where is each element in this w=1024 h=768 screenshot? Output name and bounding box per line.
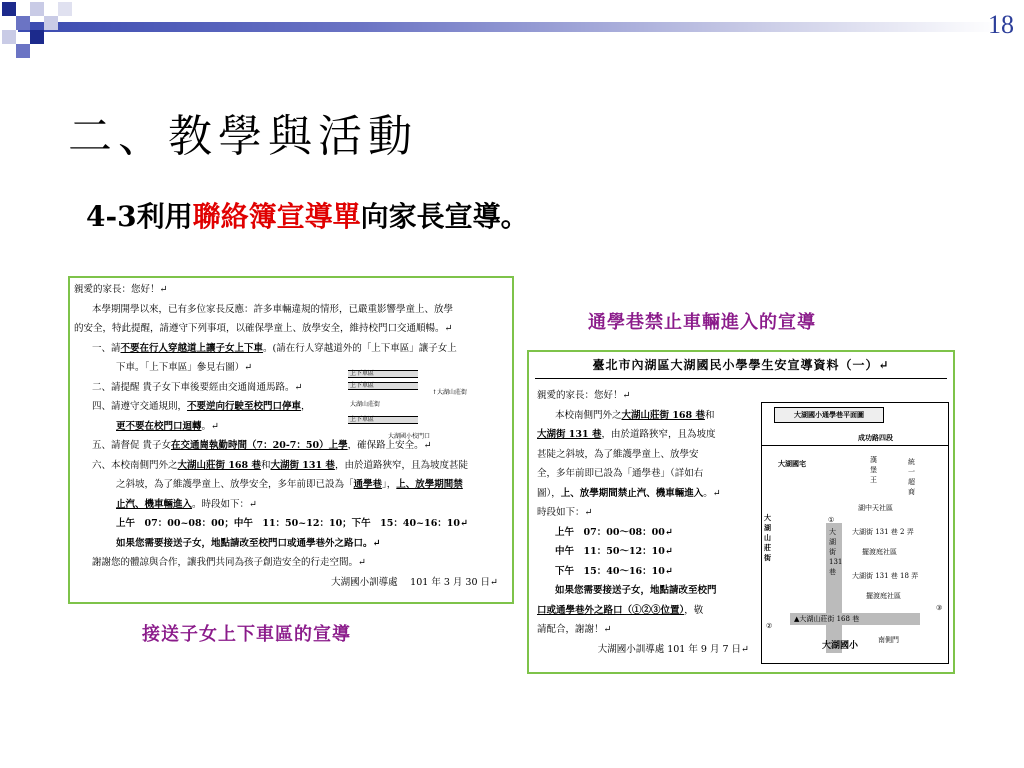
doc-line	[74, 495, 508, 515]
header-square-icon	[58, 2, 72, 16]
map-title: 大湖國小通學巷平面圖	[774, 407, 884, 423]
doc-signature: 大湖國小訓導處 101 年 3 月 30 日↵	[331, 576, 498, 588]
doc-text-emphasis: （①②③位置）	[622, 604, 685, 616]
subtitle-highlight: 聯絡簿宣導單	[192, 200, 361, 233]
doc-text-emphasis: 更不要在校門口迴轉	[116, 420, 202, 432]
doc-signature: 大湖國小訓導處 101 年 9 月 7 日↵	[597, 643, 749, 655]
map-marker: ①	[828, 516, 835, 524]
doc-title: 臺北市內湖區大湖國民小學學生安宣導資料（一）↵	[535, 352, 947, 379]
slide-subtitle	[86, 195, 529, 235]
map-label: 擺渡庭社區	[862, 548, 897, 556]
doc-text: 和	[260, 459, 271, 471]
doc-text: 六、本校南側門外之	[92, 459, 178, 471]
doc-text: ，由於道路狹窄，且為坡度甚陡	[334, 459, 468, 471]
doc-line: 下車。「上下車區」參見右圖）↵	[116, 362, 253, 373]
doc-line	[537, 425, 759, 445]
doc-text-emphasis: 不要在行人穿越道上讓子女上下車	[120, 342, 264, 354]
dropoff-zone-diagram	[348, 366, 488, 446]
caption-right: 通學巷禁止車輛進入的宣導	[588, 312, 816, 333]
header-gradient-bar	[18, 22, 1000, 32]
subtitle-suffix: 向家長宣導。	[360, 200, 529, 233]
doc-line: 謝謝您的體諒與合作，讓我們共同為孩子創造安全的行走空間。↵	[92, 557, 366, 568]
diagram-label: 上下車區	[350, 416, 375, 423]
doc-line: 如果您需要接送子女，地點請改至校門	[555, 585, 717, 596]
doc-text-emphasis: 大湖山莊街 168 巷	[621, 409, 705, 421]
doc-line: 的安全，特此提醒，請遵守下列事項，以確保學童上、放學安全，維持校門口交通順暢。↵	[74, 323, 453, 334]
doc-text: 四、請遵守交通規則，	[92, 401, 188, 412]
doc-text-emphasis: 上、放學期間禁止汽、機車輛進入	[560, 487, 704, 499]
notice-document-right	[527, 350, 955, 674]
map-marker: ②	[766, 622, 773, 630]
header-square-icon	[44, 16, 58, 30]
map-label: 湖中天社區	[858, 504, 893, 512]
caption-left: 接送子女上下車區的宣導	[142, 624, 351, 645]
doc-line	[537, 484, 759, 504]
doc-text-emphasis: 通學巷	[353, 479, 383, 490]
doc-line: 全，多年前即已設為「通學巷」（詳如右	[537, 468, 704, 479]
doc-text-emphasis: 不要逆向行駛至校門口停車	[187, 401, 302, 412]
doc-text: 」，	[382, 479, 397, 490]
doc-line: 親愛的家長：您好！↵	[537, 390, 631, 401]
doc-text: 。↵	[703, 487, 721, 499]
school-lane-map	[761, 402, 949, 664]
subtitle-prefix: 4-3利用	[86, 200, 193, 233]
doc-text-emphasis: 口或通學巷外之路口	[537, 604, 623, 616]
doc-line: 請配合，謝謝！↵	[537, 624, 612, 635]
doc-text: 之斜坡，為了維護學童上、放學安全，多年前即已設為「	[116, 479, 354, 490]
map-label: 擺渡庭社區	[866, 592, 901, 600]
doc-text: 五、請督促 貴子女	[92, 440, 172, 451]
header-square-icon	[16, 16, 30, 30]
doc-line: 時段如下：↵	[537, 507, 593, 518]
diagram-label: 大湖山莊街	[350, 401, 381, 408]
doc-text-emphasis: 大湖山莊街 168 巷	[177, 459, 261, 471]
header-square-icon	[16, 44, 30, 58]
doc-text: 。(請在行人穿越道外的「上下車區」讓子女上	[263, 342, 457, 354]
doc-line: 上午 07：00~08：00；中午 11：50~12：10；下午 15：40~16：10↵	[116, 518, 468, 529]
map-label: 南側門	[878, 636, 899, 644]
header-square-icon	[2, 2, 16, 16]
notice-document-left	[68, 276, 514, 604]
doc-text: ，	[301, 401, 311, 412]
map-label: ▲大湖山莊街 168 巷	[794, 615, 860, 623]
diagram-label: 大湖國小校門口	[388, 433, 431, 440]
map-label: 大湖街 131 巷 2 弄	[852, 528, 914, 536]
header-square-icon	[30, 2, 44, 16]
map-label: 漢堡王	[870, 456, 877, 484]
page-number: 18	[988, 10, 1014, 39]
doc-text-emphasis: 止汽、機車輛進入	[116, 498, 193, 510]
header-square-icon	[2, 30, 16, 44]
map-label: 大湖國宅	[778, 459, 806, 468]
diagram-label: ↑大湖山莊街	[432, 389, 468, 396]
map-label: 統一超商	[908, 458, 915, 496]
doc-line: 本學期開學以來，已有多位家長反應：許多車輛違規的情形，已嚴重影響學童上、放學	[92, 303, 454, 315]
doc-line: 二、請提醒 貴子女下車後要經由交通崗通馬路。↵	[92, 381, 303, 393]
map-label: 成功路四段	[858, 433, 893, 442]
doc-line: 如果您需要接送子女，地點請改至校門口或通學巷外之路口。↵	[116, 537, 381, 549]
doc-text: 圖），	[537, 487, 561, 499]
doc-line	[537, 406, 759, 426]
doc-line	[537, 601, 759, 621]
doc-text-emphasis: 大湖街 131 巷	[270, 459, 335, 471]
map-label: 大湖山莊街	[764, 513, 771, 562]
doc-text: 。時段如下：↵	[192, 498, 257, 510]
doc-text: ，由於道路狹窄，且為坡度	[601, 429, 716, 440]
map-marker: ③	[936, 604, 943, 612]
doc-line: 上午 07：00～08：00↵	[555, 526, 673, 538]
map-label: 大湖街131巷	[829, 528, 843, 576]
doc-line: 親愛的家長：您好！↵	[74, 284, 168, 295]
doc-text-emphasis: 大湖街 131 巷	[537, 429, 602, 440]
doc-text: ，確保路上安全。↵	[347, 440, 432, 451]
doc-text: 。↵	[201, 420, 219, 432]
doc-text: ，敬	[684, 604, 704, 616]
doc-text: 本校南側門外之	[555, 409, 622, 421]
doc-line	[74, 475, 508, 495]
doc-line	[74, 456, 508, 476]
map-label: 大湖國小	[822, 641, 859, 651]
doc-text: 一、請	[92, 342, 121, 354]
slide-title: 二、教學與活動	[68, 111, 418, 162]
doc-line	[74, 339, 508, 359]
diagram-label: 上下車區	[350, 370, 375, 377]
doc-text: 和	[704, 409, 715, 421]
doc-text-emphasis: 上、放學期間禁	[396, 479, 463, 490]
diagram-label: 上下車區	[350, 382, 375, 389]
doc-line: 下午 15：40～16：10↵	[555, 565, 673, 577]
doc-body	[537, 386, 759, 659]
map-road-line	[762, 445, 948, 446]
doc-line: 甚陡之斜坡，為了維護學童上、放學安	[537, 448, 699, 460]
doc-line: 中午 11：50～12：10↵	[555, 546, 673, 557]
doc-text-emphasis: 在交通崗執勤時間（7：20-7：50）上學	[171, 440, 348, 451]
header-square-icon	[30, 30, 44, 44]
map-label: 大湖街 131 巷 18 弄	[852, 572, 919, 580]
